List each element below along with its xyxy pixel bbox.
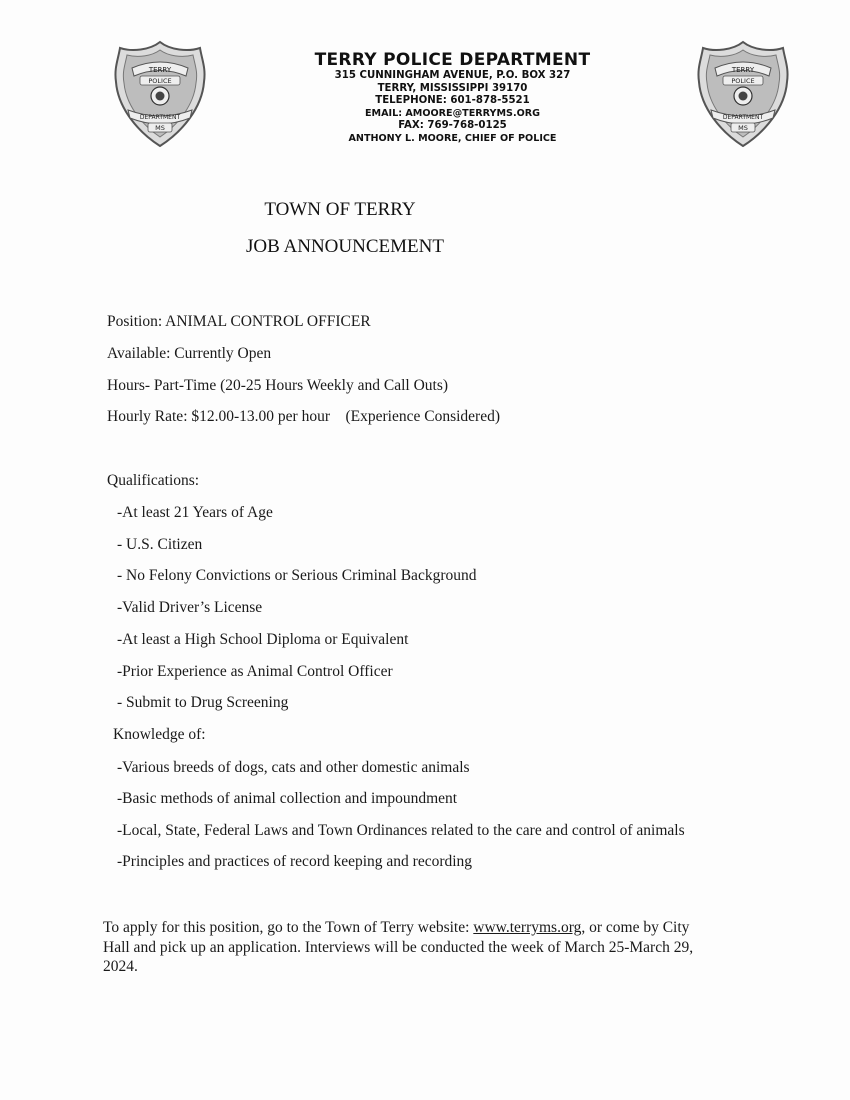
knowledge-item: -Principles and practices of record keeping and recording [117,853,473,870]
address-line: 315 CUNNINGHAM AVENUE, P.O. BOX 327 [334,70,571,81]
hours-line: Hours- Part-Time (20-25 Hours Weekly and Call Outs) [107,377,449,394]
qualification-item: - U.S. Citizen [117,536,203,553]
qualification-item: -At least 21 Years of Age [117,504,273,521]
badge-dept-text: DEPARTMENT [722,114,764,121]
badge-police-text: POLICE [731,77,755,85]
position-line: Position: ANIMAL CONTROL OFFICER [107,313,371,330]
page-title-town: TOWN OF TERRY [264,199,416,220]
badge-top-text: TERRY [731,66,755,74]
city-line: TERRY, MISSISSIPPI 39170 [377,82,528,94]
department-name: TERRY POLICE DEPARTMENT [314,50,591,70]
knowledge-item: -Various breeds of dogs, cats and other domestic animals [117,759,470,776]
telephone-line: TELEPHONE: 601-878-5521 [375,95,530,107]
chief-line: ANTHONY L. MOORE, CHIEF OF POLICE [348,132,557,144]
letterhead [0,50,850,146]
qualification-item: - Submit to Drug Screening [117,694,289,711]
apply-paragraph [103,918,753,977]
qualification-item: - No Felony Convictions or Serious Criminal Background [117,567,477,584]
apply-text-line3: 2024. [103,958,138,975]
apply-text-suffix: , or come by City [581,919,690,936]
rate-line: Hourly Rate: $12.00-13.00 per hour (Experience Considered) [107,408,500,425]
knowledge-item: -Basic methods of animal collection and impoundment [117,790,458,807]
badge-police-text: POLICE [148,77,172,85]
qualifications-heading: Qualifications: [107,472,200,489]
knowledge-heading: Knowledge of: [113,726,206,743]
knowledge-item: -Local, State, Federal Laws and Town Ordinances related to the care and control of animals [117,822,685,839]
email-line: EMAIL: AMOORE@TERRYMS.ORG [364,107,540,119]
badge-state-text: MS [738,124,748,132]
apply-text-prefix: To apply for this position, go to the Town of Terry website: [103,919,474,936]
page-title-announcement: JOB ANNOUNCEMENT [246,236,444,257]
town-website-link[interactable]: www.terryms.org [473,919,582,936]
qualification-item: -Prior Experience as Animal Control Officer [117,663,393,680]
badge-top-text: TERRY [148,66,172,74]
apply-text-line2: Hall and pick up an application. Interviews will be conducted the week of March 25-March 29, [103,938,694,956]
badge-dept-text: DEPARTMENT [139,114,181,121]
badge-state-text: MS [155,124,165,132]
qualification-item: -Valid Driver’s License [117,599,263,616]
qualification-item: -At least a High School Diploma or Equivalent [117,631,409,648]
available-line: Available: Currently Open [107,345,272,362]
fax-line: FAX: 769-768-0125 [398,120,507,132]
